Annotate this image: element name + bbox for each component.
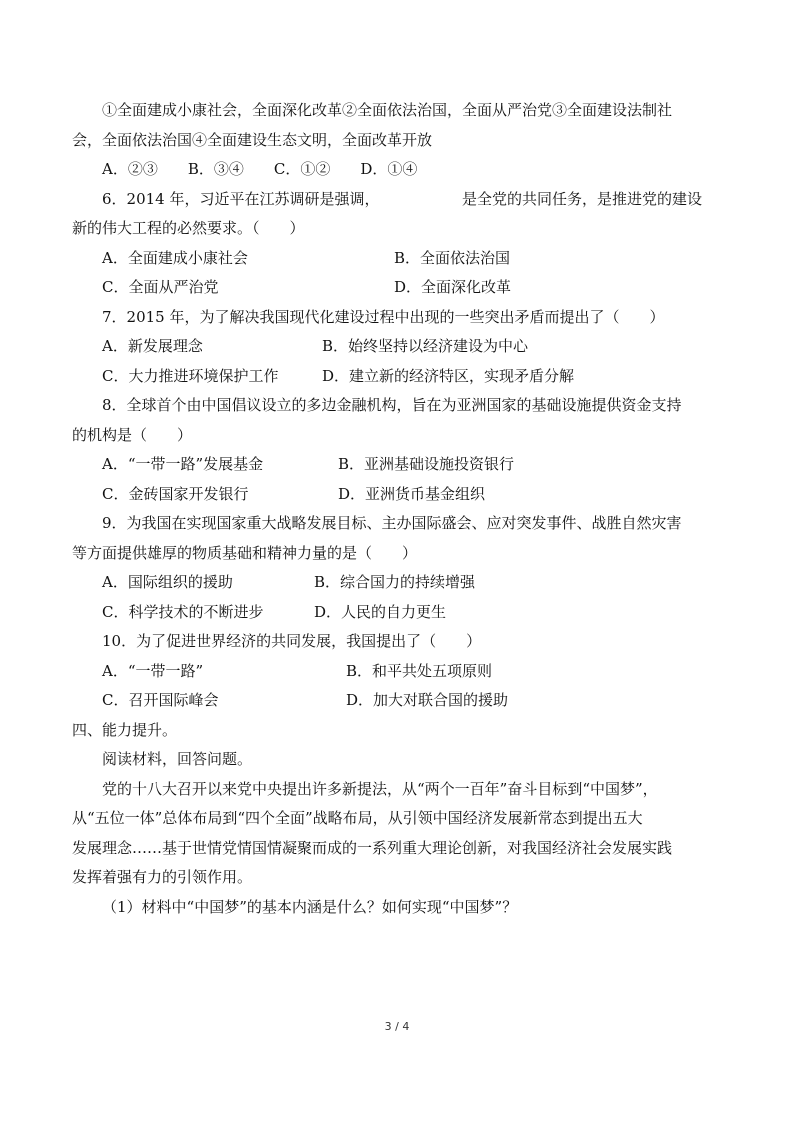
page-number: 3 / 4 <box>384 1020 410 1033</box>
question-8-option-c: C．金砖国家开发银行 <box>102 484 249 503</box>
question-10-option-d: D．加大对联合国的援助 <box>346 691 509 709</box>
material-line-3: 发展理念……基于世情党情国情凝聚而成的一系列重大理论创新，对我国经济社会发展实践 <box>72 838 673 857</box>
question-10-option-a: A．“一带一路” <box>102 661 204 680</box>
question-9-option-a: A．国际组织的援助 <box>102 573 233 591</box>
question-8-option-d: D．亚洲货币基金组织 <box>338 484 486 503</box>
question-7-option-d: D．建立新的经济特区，实现矛盾分解 <box>322 366 575 385</box>
question-6-stem-1: 6．2014 年，习近平在江苏调研是强调， 是全党的共同任务，是推进党的建设 <box>102 189 702 208</box>
question-8-stem-1: 8．全球首个由中国倡议设立的多边金融机构，旨在为亚洲国家的基础设施提供资金支持 <box>102 396 682 414</box>
question-9-stem-2: 等方面提供雄厚的物质基础和精神力量的是（ ） <box>72 543 418 562</box>
question-8-options-row-1 <box>72 450 727 480</box>
section-4-question-1: （1）材料中“中国梦”的基本内涵是什么？如何实现“中国梦”？ <box>102 897 518 916</box>
question-10-stem: 10．为了促进世界经济的共同发展，我国提出了（ ） <box>102 632 482 650</box>
question-7-stem: 7．2015 年，为了解决我国现代化建设过程中出现的一些突出矛盾而提出了（ ） <box>102 307 665 326</box>
question-9-option-c: C．科学技术的不断进步 <box>102 602 264 621</box>
question-7-option-b: B．始终坚持以经济建设为中心 <box>322 337 529 355</box>
material-line-1: 党的十八大召开以来党中央提出许多新提法，从“两个一百年”奋斗目标到“中国梦”， <box>102 779 658 798</box>
material-line-2: 从“五位一体”总体布局到“四个全面”战略布局，从引领中国经济发展新常态到提出五大 <box>72 809 643 827</box>
question-10-option-b: B．和平共处五项原则 <box>346 661 493 680</box>
question-10-options-row-1 <box>72 657 727 687</box>
question-6-options-row-2 <box>72 273 727 303</box>
question-7-option-a: A．新发展理念 <box>102 337 203 355</box>
question-9-options-row-1 <box>72 568 727 598</box>
question-6-option-d: D．全面深化改革 <box>394 278 512 296</box>
question-8-options-row-2 <box>72 480 727 510</box>
intro-options: A．②③ B．③④ C．①② D．①④ <box>102 160 418 178</box>
question-7-options-row-2 <box>72 362 727 392</box>
question-9-stem-1: 9．为我国在实现国家重大战略发展目标、主办国际盛会、应对突发事件、战胜自然灾害 <box>102 514 682 532</box>
question-7-options-row-1 <box>72 332 727 362</box>
question-8-option-b: B．亚洲基础设施投资银行 <box>338 455 515 473</box>
intro-line-2: 会，全面依法治国④全面建设生态文明，全面改革开放 <box>72 130 433 149</box>
question-6-option-a: A．全面建成小康社会 <box>102 248 248 267</box>
question-10-option-c: C．召开国际峰会 <box>102 691 219 709</box>
intro-line-1: ①全面建成小康社会，全面深化改革②全面依法治国，全面从严治党③全面建设法制社 <box>102 101 673 119</box>
section-4-heading: 四、能力提升。 <box>72 720 178 739</box>
question-6-option-c: C．全面从严治党 <box>102 278 219 296</box>
material-line-4: 发挥着强有力的引领作用。 <box>72 868 253 886</box>
section-4-instruction: 阅读材料，回答问题。 <box>102 750 253 768</box>
question-8-option-a: A．“一带一路”发展基金 <box>102 455 264 473</box>
question-6-option-b: B．全面依法治国 <box>394 248 511 267</box>
question-6-stem-2: 新的伟大工程的必然要求。（ ） <box>72 219 305 237</box>
question-7-option-c: C．大力推进环境保护工作 <box>102 366 279 385</box>
question-6-options-row-1 <box>72 244 727 274</box>
question-9-option-d: D．人民的自力更生 <box>314 602 447 621</box>
question-9-options-row-2 <box>72 598 727 628</box>
page-content <box>72 96 727 922</box>
question-10-options-row-2 <box>72 686 727 716</box>
question-9-option-b: B．综合国力的持续增强 <box>314 573 476 591</box>
question-8-stem-2: 的机构是（ ） <box>72 425 193 444</box>
